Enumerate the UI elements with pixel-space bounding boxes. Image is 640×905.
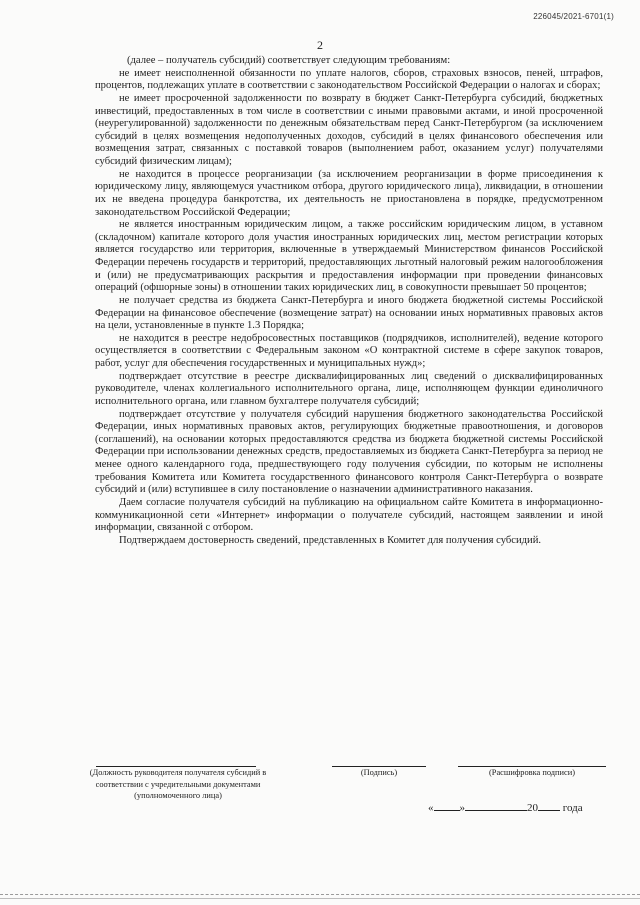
date-close-quote: » [459,802,465,814]
page-number: 2 [317,38,323,52]
month-blank [465,801,527,811]
year-word: года [562,802,583,814]
paragraph-unfair-suppliers: не находится в реестре недобросовестных поставщиков (подрядчиков, исполнителей), ведение которого осуществляется в соответствии с Федеральным законом «О контрактной системе в сфере закупок товаров, работ, услуг для обеспечения государственных и муниципальных нужд»; [95,332,603,369]
signature-caption: (Подпись) [360,768,398,777]
paragraph-intro: (далее – получатель субсидий) соответствует следующим требованиям: [127,55,451,66]
paragraph-budget-violations: подтверждает отсутствие у получателя субсидий нарушения бюджетного законодательства Российской Федерации, иных нормативных правовых актов, регулирующих бюджетные правоотношения, и договоров (соглашений), на основании которых предоставляются средства из бюджета бюджетной системы Российской Федерации при использовании денежных средств, предоставляемых из бюджета Санкт-Петербурга за период не менее одного календарного года, предшествующего году получения субсидии, по которым не исполнены требования Комитета или Комитета государственного финансового контроля Санкт-Петербурга о возврате субсидий и (или) вступившее в силу постановление о назначении административного наказания. [95,408,603,496]
document-body [95,55,603,547]
year-prefix: 20 [527,802,538,814]
position-caption: (Должность руководителя получателя субсидий в соответствии с учредительными документами (уполномоченного лица) [89,768,267,800]
paragraph-disqualified-persons: подтверждает отсутствие в реестре дисквалифицированных лиц сведений о дисквалифицированных руководителе, членах коллегиального исполнительного органа, лице, исполняющем функции единоличного исполнительного органа, или главном бухгалтере получателя субсидий; [95,370,603,407]
paragraph-foreign-entity: не является иностранным юридическим лицом, а также российским юридическим лицом, в уставном (складочном) капитале которого доля участия иностранных юридических лиц, местом регистрации которых является государство или территория, включенные в утверждаемый Министерством финансов Российской Федерации перечень государств и территорий, предоставляющих льготный налоговый режим налогообложения и (или) не предусматривающих раскрытия и предоставления информации при проведении финансовых операций (офшорные зоны) в отношении таких юридических лиц, в совокупности превышает 50 процентов; [95,219,603,294]
paragraph-reorganization: не находится в процессе реорганизации (за исключением реорганизации в форме присоединения к юридическому лицу, являющемуся участником отбора, другого юридического лица), ликвидации, в отношении их не введена процедура банкротства, их деятельность не приостановлена в порядке, предусмотренном законодательством Российской Федерации; [95,168,603,218]
paragraph-overdue-debt: не имеет просроченной задолженности по возврату в бюджет Санкт-Петербурга субсидий, бюджетных инвестиций, предоставленных в том числе в соответствии с иными правовыми актами, и иной просроченной (неурегулированной) задолженности по денежным обязательствам перед Санкт-Петербургом (за исключением субсидий в целях возмещения недополученных доходов, субсидий в целях финансового обеспечения или возмещения затрат, связанных с поставкой товаров (выполнением работ, оказанием услуг) получателями субсидий физическим лицам); [95,92,603,167]
paragraph-accuracy-confirmation: Подтверждаем достоверность сведений, представленных в Комитет для получения субсидий. [119,534,542,546]
scan-edge [0,894,640,899]
paragraph-tax-obligations: не имеет неисполненной обязанности по уплате налогов, сборов, страховых взносов, пеней, штрафов, процентов, подлежащих уплате в соответствии с законодательством Российской Федерации о налогах и сборах; [95,67,603,92]
day-blank [434,801,460,811]
date-line [428,801,608,814]
document-number: 226045/2021-6701(1) [533,12,614,21]
date-open-quote: « [428,802,434,814]
paragraph-budget-funds: не получает средства из бюджета Санкт-Петербурга и иного бюджета бюджетной системы Российской Федерации на финансовое обеспечение (возмещение затрат) на основании иных нормативных правовых актов на цели, установленные в пункте 1.3 Порядка; [95,294,603,332]
name-caption: (Расшифровка подписи) [489,768,575,777]
year-blank [538,801,560,811]
paragraph-publication-consent: Даем согласие получателя субсидий на публикацию на официальном сайте Комитета в информационно-коммуникационной сети «Интернет» информации о получателе субсидий, настоящем заявлении и иной информации, связанной с отбором. [95,496,603,534]
signature-block [88,762,608,832]
